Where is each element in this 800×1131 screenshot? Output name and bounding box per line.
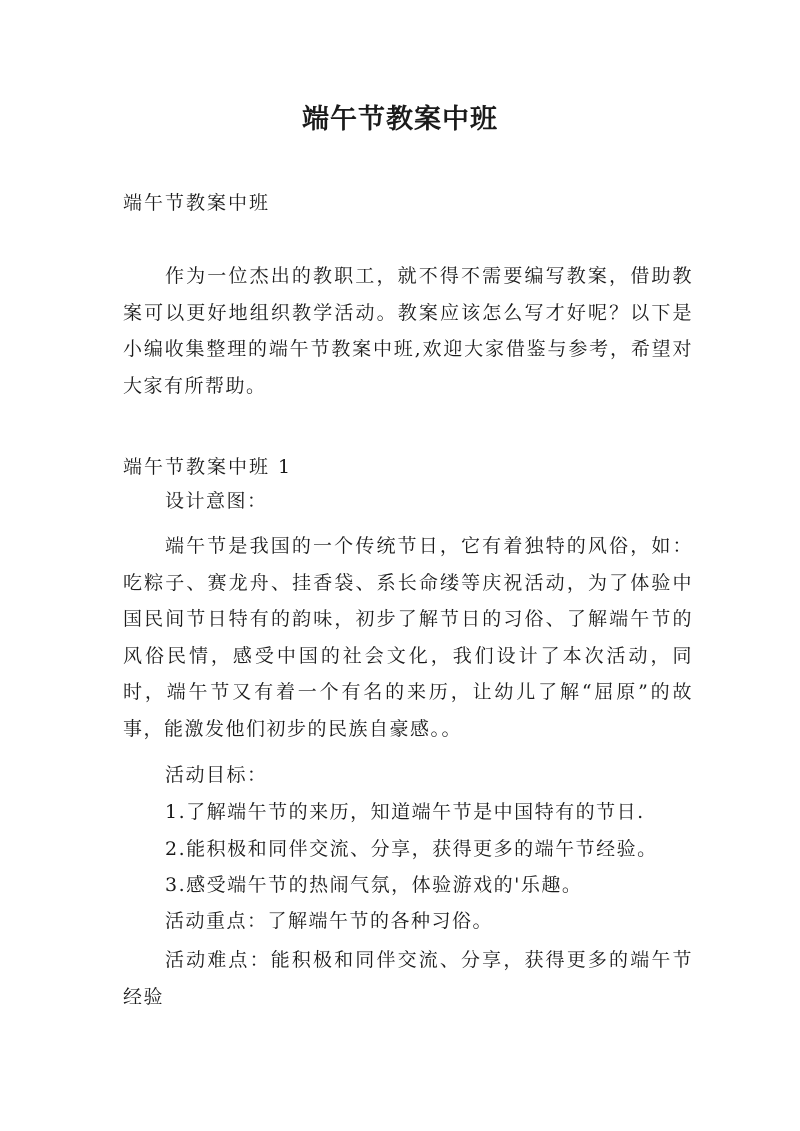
intro-paragraph: 作为一位杰出的教职工，就不得不需要编写教案，借助教案可以更好地组织教学活动。教案应该怎么写才好呢？以下是小编收集整理的端午节教案中班,欢迎大家借鉴与参考，希望对大家有所帮助。 bbox=[123, 265, 693, 397]
activity-goals-label: 活动目标： bbox=[165, 764, 268, 786]
document-subtitle: 端午节教案中班 bbox=[123, 192, 271, 214]
activity-goal-item: 1.了解端午节的来历，知道端午节是中国特有的节日. bbox=[165, 801, 645, 823]
activity-goal-item: 3.感受端午节的热闹气氛，体验游戏的'乐趣。 bbox=[165, 874, 583, 896]
design-intent-label: 设计意图： bbox=[165, 490, 268, 512]
document-title: 端午节教案中班 bbox=[302, 104, 498, 135]
design-intent-paragraph: 端午节是我国的一个传统节日，它有着独特的风俗，如：吃粽子、赛龙舟、挂香袋、系长命缕等庆祝活动，为了体验中国民间节日特有的韵味，初步了解节日的习俗、了解端午节的风俗民情，感受中国的社会文化，我们设计了本次活动，同时，端午节又有着一个有名的来历，让幼儿了解“屈原”的故事，能激发他们初步的民族自豪感。。 bbox=[123, 535, 693, 740]
section-heading: 端午节教案中班 1 bbox=[123, 456, 293, 478]
activity-difficulty: 活动难点：能积极和同伴交流、分享，获得更多的端午节经验 bbox=[123, 949, 693, 1008]
activity-key-point: 活动重点：了解端午节的各种习俗。 bbox=[165, 910, 494, 932]
activity-goal-item: 2.能积极和同伴交流、分享，获得更多的端午节经验。 bbox=[165, 838, 658, 860]
